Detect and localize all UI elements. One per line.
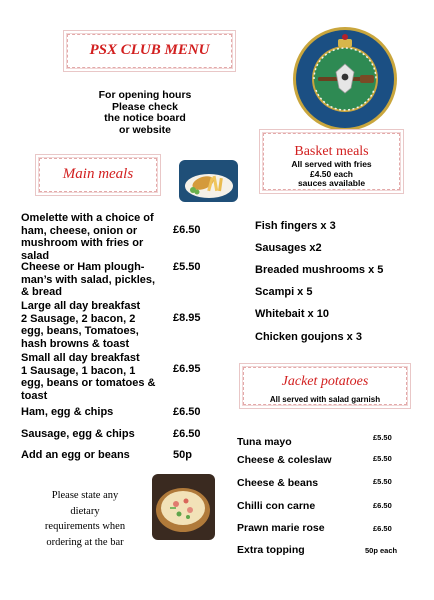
jacket-price: 50p each (365, 546, 398, 555)
page-title: PSX CLUB MENU (89, 42, 210, 58)
item-line: toast (21, 389, 48, 402)
basket-meal-item: Chicken goujons x 3 (255, 331, 362, 343)
item-line: Ham, egg & chips (21, 406, 114, 418)
jacket-item: Extra topping (237, 544, 305, 556)
jacket-potato-photo (152, 474, 215, 540)
basket-sub-line: £4.50 each (309, 168, 353, 179)
item-line: Add an egg or beans (21, 449, 130, 461)
main-meal-price: £6.50 (173, 224, 201, 236)
item-line: ham, cheese, onion or (21, 224, 138, 237)
item-line: egg, beans, Tomatoes, (21, 325, 139, 338)
fish-and-chips-photo (179, 160, 238, 202)
jacket-item: Tuna mayo (237, 436, 292, 448)
basket-meal-item: Whitebait x 10 (255, 308, 329, 320)
main-meal-price: £6.50 (173, 406, 201, 418)
opening-note-line: Please check (112, 100, 178, 113)
jacket-price: £5.50 (373, 433, 392, 442)
jacket-potatoes-sub: All served with salad garnish (269, 395, 381, 404)
main-meal-price: £5.50 (173, 261, 201, 273)
opening-hours-note (75, 90, 215, 136)
main-meal-item (21, 406, 171, 419)
jacket-price: £6.50 (373, 501, 392, 510)
main-meal-price: £8.95 (173, 312, 201, 324)
dietary-line: ordering at the bar (46, 536, 124, 548)
opening-note-line: For opening hours (98, 89, 192, 101)
basket-meal-item: Sausages x2 (255, 242, 322, 254)
jacket-item: Prawn marie rose (237, 522, 325, 534)
main-meal-price: 50p (173, 449, 192, 461)
dietary-note (30, 488, 140, 550)
basket-meal-item: Breaded mushrooms x 5 (255, 264, 384, 276)
main-meal-price: £6.95 (173, 363, 201, 375)
item-line: egg, beans or tomatoes & (21, 377, 156, 390)
basket-sub-line: All served with fries (291, 159, 372, 169)
item-line: Omelette with a choice of (21, 212, 154, 224)
jacket-price: £5.50 (373, 477, 392, 486)
jacket-potatoes-heading: Jacket potatoes (281, 374, 369, 389)
main-meal-item (21, 449, 171, 462)
item-line: man’s with salad, pickles, (21, 273, 156, 286)
jacket-item: Cheese & coleslaw (237, 454, 332, 466)
item-line: & bread (21, 286, 62, 299)
item-line: 2 Sausage, 2 bacon, 2 (21, 312, 136, 325)
dietary-line: Please state any (51, 490, 119, 501)
jacket-price: £6.50 (373, 524, 392, 533)
basket-meal-item: Fish fingers x 3 (255, 220, 336, 232)
item-line: Cheese or Ham plough- (21, 261, 145, 273)
item-line: 1 Sausage, 1 bacon, 1 (21, 364, 136, 377)
item-line: Large all day breakfast (21, 300, 141, 312)
item-line: salad (21, 249, 50, 262)
item-line: mushroom with fries or (21, 237, 144, 250)
jacket-item: Cheese & beans (237, 477, 319, 489)
main-meal-item (21, 212, 171, 262)
main-meal-item (21, 352, 171, 402)
item-line: Sausage, egg & chips (21, 428, 135, 440)
main-meal-price: £6.50 (173, 428, 201, 440)
main-meal-item (21, 261, 171, 299)
main-meal-item (21, 300, 171, 350)
main-meals-heading: Main meals (62, 166, 134, 182)
item-line: hash browns & toast (21, 337, 130, 350)
basket-sub-line: sauces available (297, 178, 366, 188)
jacket-price: £5.50 (373, 454, 392, 463)
club-logo (292, 26, 398, 132)
dietary-line: requirements when (44, 521, 126, 532)
basket-meal-item: Scampi x 5 (255, 286, 313, 298)
dietary-line: dietary (70, 505, 100, 517)
item-line: Small all day breakfast (21, 352, 140, 364)
jacket-item: Chilli con carne (237, 500, 316, 512)
opening-note-line: the notice board (104, 112, 186, 124)
basket-meals-sub (259, 160, 404, 189)
opening-note-line: or website (119, 123, 171, 136)
basket-meals-heading: Basket meals (294, 144, 369, 159)
main-meal-item (21, 428, 171, 441)
